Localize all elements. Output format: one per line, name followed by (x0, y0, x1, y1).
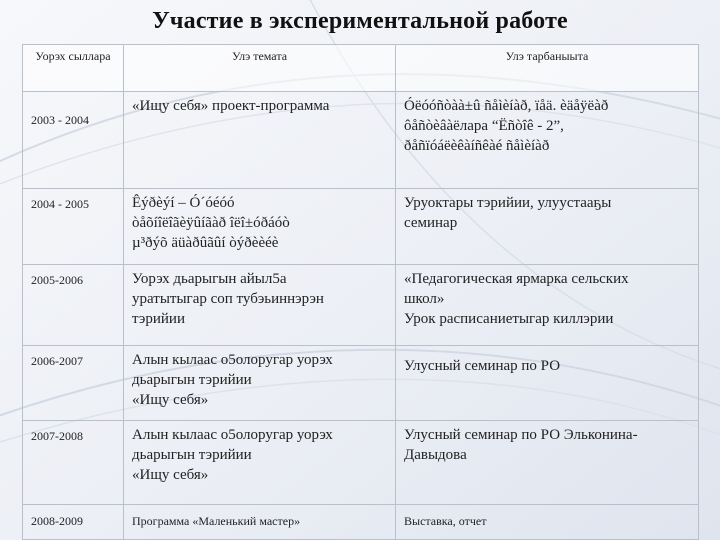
row-topic-line: дьарыгын тэрийии (132, 372, 252, 388)
header-years: Уорэх сыллара (23, 45, 124, 92)
row-result (396, 505, 699, 540)
row-result-line: школ» (404, 291, 445, 307)
row-topic (124, 421, 396, 505)
row-result-line: Улусный семинар по РО (404, 358, 561, 374)
header-topic: Улэ темата (124, 45, 396, 92)
row-result-line: Выставка, отчет (404, 514, 487, 528)
experiment-table-wrapper (22, 44, 698, 540)
row-year: 2005-2006 (23, 265, 124, 346)
row-topic-line: «Ищу себя» (132, 467, 209, 483)
row-topic-line: òåõíîëîãèÿûíãàð îëî±óðáóò (132, 215, 290, 231)
row-topic (124, 92, 396, 189)
row-topic-line: тэрийии (132, 311, 185, 327)
table-row (23, 265, 699, 346)
experiment-table (22, 44, 699, 540)
row-result (396, 346, 699, 421)
row-result-line: Давыдова (404, 447, 467, 463)
row-result-line: Óëóóñòàà±û ñåìèíàð, ïåä. èäåÿëàð (404, 98, 609, 114)
row-year: 2007-2008 (23, 421, 124, 505)
slide-title: Участие в экспериментальной работе (152, 8, 568, 34)
row-topic-line: «Ищу себя» (132, 392, 209, 408)
row-topic (124, 265, 396, 346)
row-topic (124, 346, 396, 421)
row-result (396, 92, 699, 189)
table-row (23, 505, 699, 540)
row-result (396, 189, 699, 265)
row-year: 2008-2009 (23, 505, 124, 540)
row-year: 2004 - 2005 (23, 189, 124, 265)
row-result-line: Уруоктары тэрийии, улуустааҕы (404, 195, 612, 211)
row-topic-line: Алын кылаас о5олоругар уорэх (132, 352, 333, 368)
row-topic (124, 505, 396, 540)
row-topic-line: дьарыгын тэрийии (132, 447, 252, 463)
table-row (23, 346, 699, 421)
row-topic-line: Программа «Маленький мастер» (132, 514, 301, 528)
row-result (396, 265, 699, 346)
row-result-line: Урок расписаниетыгар киллэрии (404, 311, 614, 327)
row-result-line: «Педагогическая ярмарка сельских (404, 271, 629, 287)
table-row (23, 421, 699, 505)
table-row (23, 189, 699, 265)
row-topic-line: уратытыгар соп тубэьиннэрэн (132, 291, 324, 307)
row-topic-line: Алын кылаас о5олоругар уорэх (132, 427, 333, 443)
row-topic-line: µ³ðýõ äüàðûãûí òýðèèéè (132, 235, 279, 251)
row-year: 2006-2007 (23, 346, 124, 421)
row-result-line: Улусный семинар по РО Эльконина- (404, 427, 638, 443)
row-topic-line: «Ищу себя» проект-программа (132, 98, 330, 114)
row-result (396, 421, 699, 505)
row-result-line: ôåñòèâàëлара “Ëñòîê - 2”, (404, 118, 564, 134)
table-row (23, 92, 699, 189)
row-topic-line: Êýðèýí – Ó´óéóó (132, 195, 235, 211)
row-result-line: семинар (404, 215, 458, 231)
table-header-row (23, 45, 699, 92)
row-topic (124, 189, 396, 265)
row-result-line: ðåñïóáëèêàíñêàé ñåìèíàð (404, 138, 550, 154)
header-result: Улэ тарбаныыта (396, 45, 699, 92)
row-topic-line: Уорэх дьарыгын айыл5а (132, 271, 287, 287)
row-year: 2003 - 2004 (23, 92, 124, 189)
